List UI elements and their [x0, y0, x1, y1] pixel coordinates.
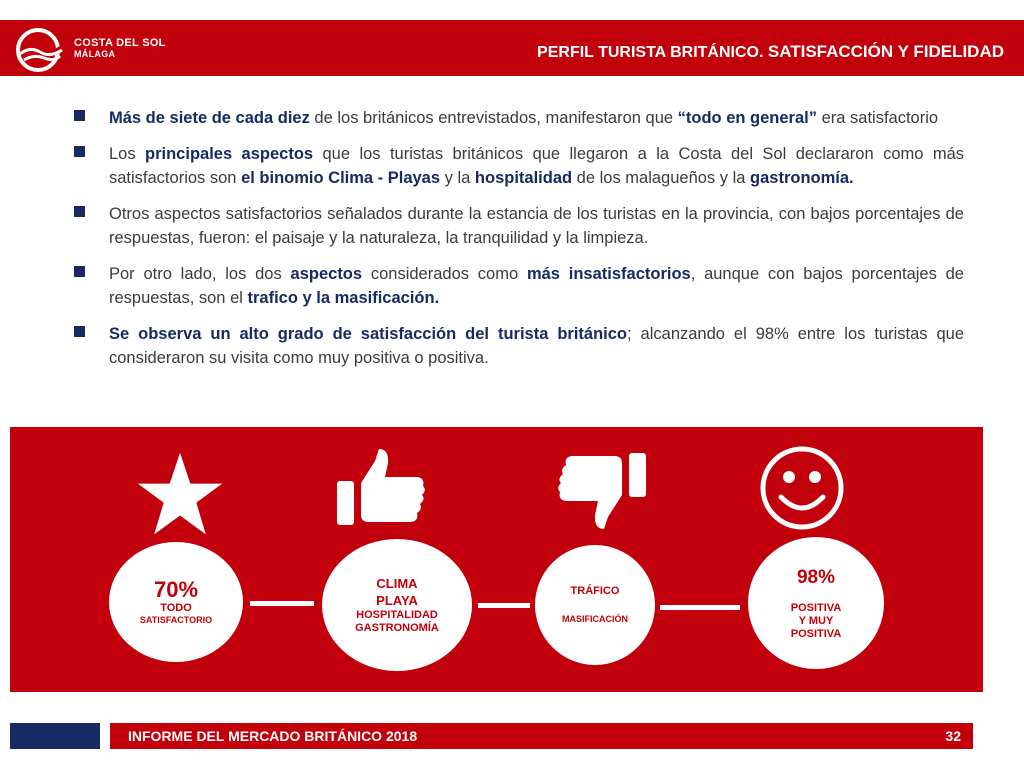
connector-line [478, 603, 530, 608]
smiley-icon [757, 443, 847, 533]
connector-line [660, 605, 740, 610]
bullet-2-bold-b: principales aspectos [145, 145, 314, 163]
bullet-5-bold-a: Se observa un alto grado de satisfacción del turista británico [109, 325, 628, 343]
bullet-square-icon [74, 146, 85, 157]
stat-label-line2: PLAYA [376, 593, 418, 608]
footer-accent [10, 723, 100, 749]
stat-label-line2: MASIFICACIÓN [562, 614, 628, 624]
bullet-2-text-a: Los [109, 145, 146, 163]
stat-value-98: 98% [796, 566, 836, 588]
bullet-square-icon [74, 326, 85, 337]
bullet-square-icon [74, 110, 85, 121]
footer-label: INFORME DEL MERCADO BRITÁNICO 2018 [128, 728, 418, 744]
thumbs-up-icon [337, 449, 427, 527]
bullet-1-text-b: de los británicos entrevistados, manifestaron que [309, 109, 678, 127]
logo-line1: COSTA DEL SOL [74, 37, 166, 49]
bullet-1-bold-c: “todo en general” [677, 109, 817, 127]
connector-line [250, 601, 314, 606]
bullet-1-bold-a: Más de siete de cada diez [109, 109, 310, 127]
bullet-square-icon [74, 266, 85, 277]
stat-circle-clima-playa [322, 539, 472, 671]
bullet-item-1 [74, 106, 964, 130]
stat-circle-trafico [535, 545, 655, 665]
bullet-4-text-c: considerados como [362, 265, 527, 283]
stat-label-line1: CLIMA [376, 576, 418, 591]
bullet-item-2 [74, 142, 964, 190]
stat-circle-todo-satisfactorio [109, 542, 243, 662]
stat-value-70: 70% [153, 577, 199, 602]
bullet-3-text-a: Otros aspectos satisfactorios señalados durante la estancia de los turistas en la provincia, con bajos porcentajes de respuestas, fueron: el paisaje y la naturaleza, la tranquilidad y la limpieza. [109, 205, 964, 247]
star-icon [137, 451, 223, 537]
stat-label-line3: HOSPITALIDAD [356, 609, 438, 621]
page-title-part1: PERFIL TURISTA BRITÁNICO. [537, 44, 768, 61]
bullet-5-text-b: ; alcanzando el 98% entre los turistas que consideraron su visita como muy positiva o positiva. [109, 325, 965, 367]
bullet-2-text-c: que los turistas británicos que llegaron a la Costa del Sol declararon como más satisfactorios son [109, 145, 964, 187]
bullet-4-bold-f: trafico y la masificación. [247, 289, 440, 307]
wave-sun-logo-icon [16, 28, 68, 72]
stat-label-line2: SATISFACTORIO [139, 615, 213, 625]
stat-label-line3: POSITIVA [790, 627, 842, 640]
page-number: 32 [945, 728, 961, 744]
stat-circle-positiva [748, 537, 884, 669]
bullet-2-text-g: de los malagueños y la [572, 169, 751, 187]
page-title [537, 42, 1004, 62]
bullet-2-text-e: y la [440, 169, 475, 187]
stat-label-line4: GASTRONOMÍA [355, 622, 439, 634]
costa-del-sol-logo [16, 28, 166, 70]
footer-bar [110, 723, 973, 749]
bullet-4-text-a: Por otro lado, los dos [109, 265, 291, 283]
logo-line2: MÁLAGA [74, 49, 116, 59]
bullet-square-icon [74, 206, 85, 217]
bullet-4-text-e: , aunque con bajos porcentajes de respuestas, son el [109, 265, 964, 307]
page-title-part2: SATISFACCIÓN Y FIDELIDAD [767, 42, 1004, 61]
thumbs-down-icon [556, 451, 646, 529]
bullet-list [74, 106, 964, 382]
infographic-band [10, 427, 983, 692]
bullet-4-bold-b: aspectos [290, 265, 363, 283]
bullet-2-bold-h: gastronomía. [750, 169, 854, 187]
bullet-item-4 [74, 262, 964, 310]
stat-label-line2: Y MUY [798, 614, 834, 627]
stat-label-line1: TRÁFICO [570, 585, 620, 597]
header-bar [0, 20, 1024, 76]
bullet-item-3 [74, 202, 964, 250]
stat-label-line1: TODO [160, 602, 192, 614]
bullet-item-5 [74, 322, 964, 370]
bullet-2-bold-f: hospitalidad [474, 169, 573, 187]
stat-label-line1: POSITIVA [790, 601, 842, 614]
bullet-4-bold-d: más insatisfactorios [526, 265, 691, 283]
bullet-2-bold-d: el binomio Clima - Playas [241, 169, 441, 187]
bullet-1-text-d: era satisfactorio [817, 109, 939, 127]
